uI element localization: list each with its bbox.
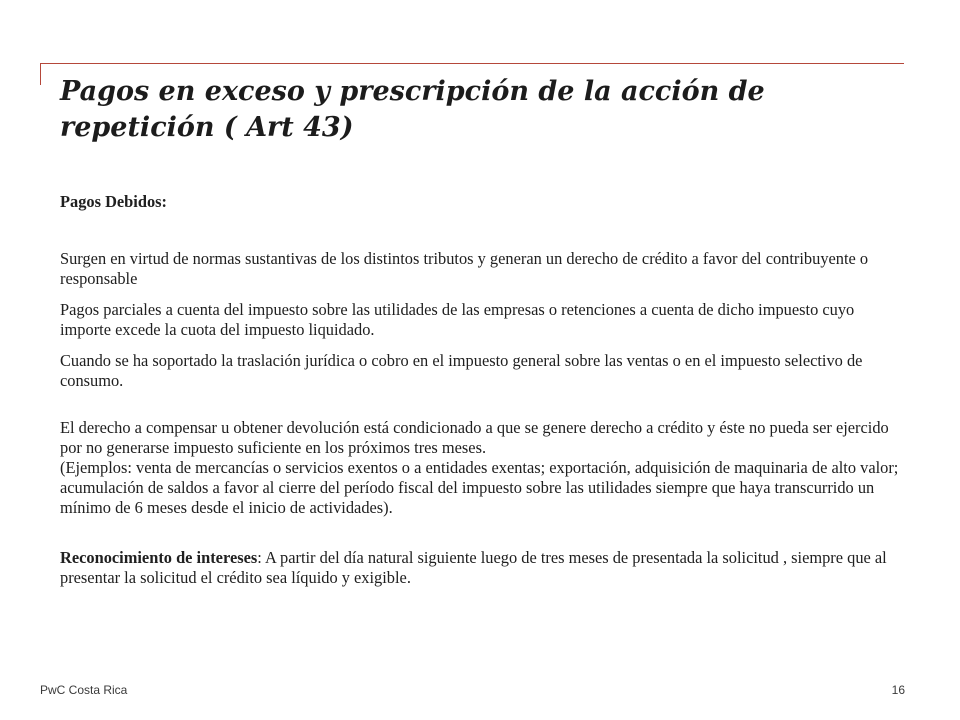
examples-text: (Ejemplos: venta de mercancías o servicios exentos o a entidades exentas; exportación, adquisición de maquinaria de alto valor; acumulación de saldos a favor al cierre del período fiscal del impuesto sobre las utilidades siempre que haya transcurrido un mínimo de 6 meses desde el inicio de actividades). — [60, 458, 899, 517]
body-paragraph: Surgen en virtud de normas sustantivas de los distintos tributos y generan un derecho de crédito a favor del contribuyente o responsable — [60, 249, 869, 288]
title-divider-tick — [40, 63, 41, 85]
slide-title: Pagos en exceso y prescripción de la acción de repetición ( Art 43) — [60, 76, 765, 143]
slide-body — [60, 192, 906, 599]
interest-text: : A partir del día natural siguiente luego de tres meses de presentada la solicitud , siempre que al presentar la solicitud el crédito sea líquido y exigible. — [60, 548, 887, 587]
footer-company: PwC Costa Rica — [40, 683, 128, 697]
interest-label: Reconocimiento de intereses — [60, 548, 258, 567]
condition-text: El derecho a compensar u obtener devolución está condicionado a que se genere derecho a crédito y éste no pueda ser ejercido por no generarse impuesto suficiente en los próximos tres meses. — [60, 418, 889, 457]
page-number: 16 — [891, 683, 905, 697]
section-heading: Pagos Debidos: — [60, 192, 168, 211]
body-paragraph: Pagos parciales a cuenta del impuesto sobre las utilidades de las empresas o retenciones a cuenta de dicho impuesto cuyo importe excede la cuota del impuesto liquidado. — [60, 300, 855, 339]
body-paragraph: Cuando se ha soportado la traslación jurídica o cobro en el impuesto general sobre las ventas o en el impuesto selectivo de consumo. — [60, 351, 863, 390]
title-divider-line — [40, 63, 904, 64]
interest-paragraph — [60, 548, 906, 588]
body-paragraph — [60, 418, 906, 518]
